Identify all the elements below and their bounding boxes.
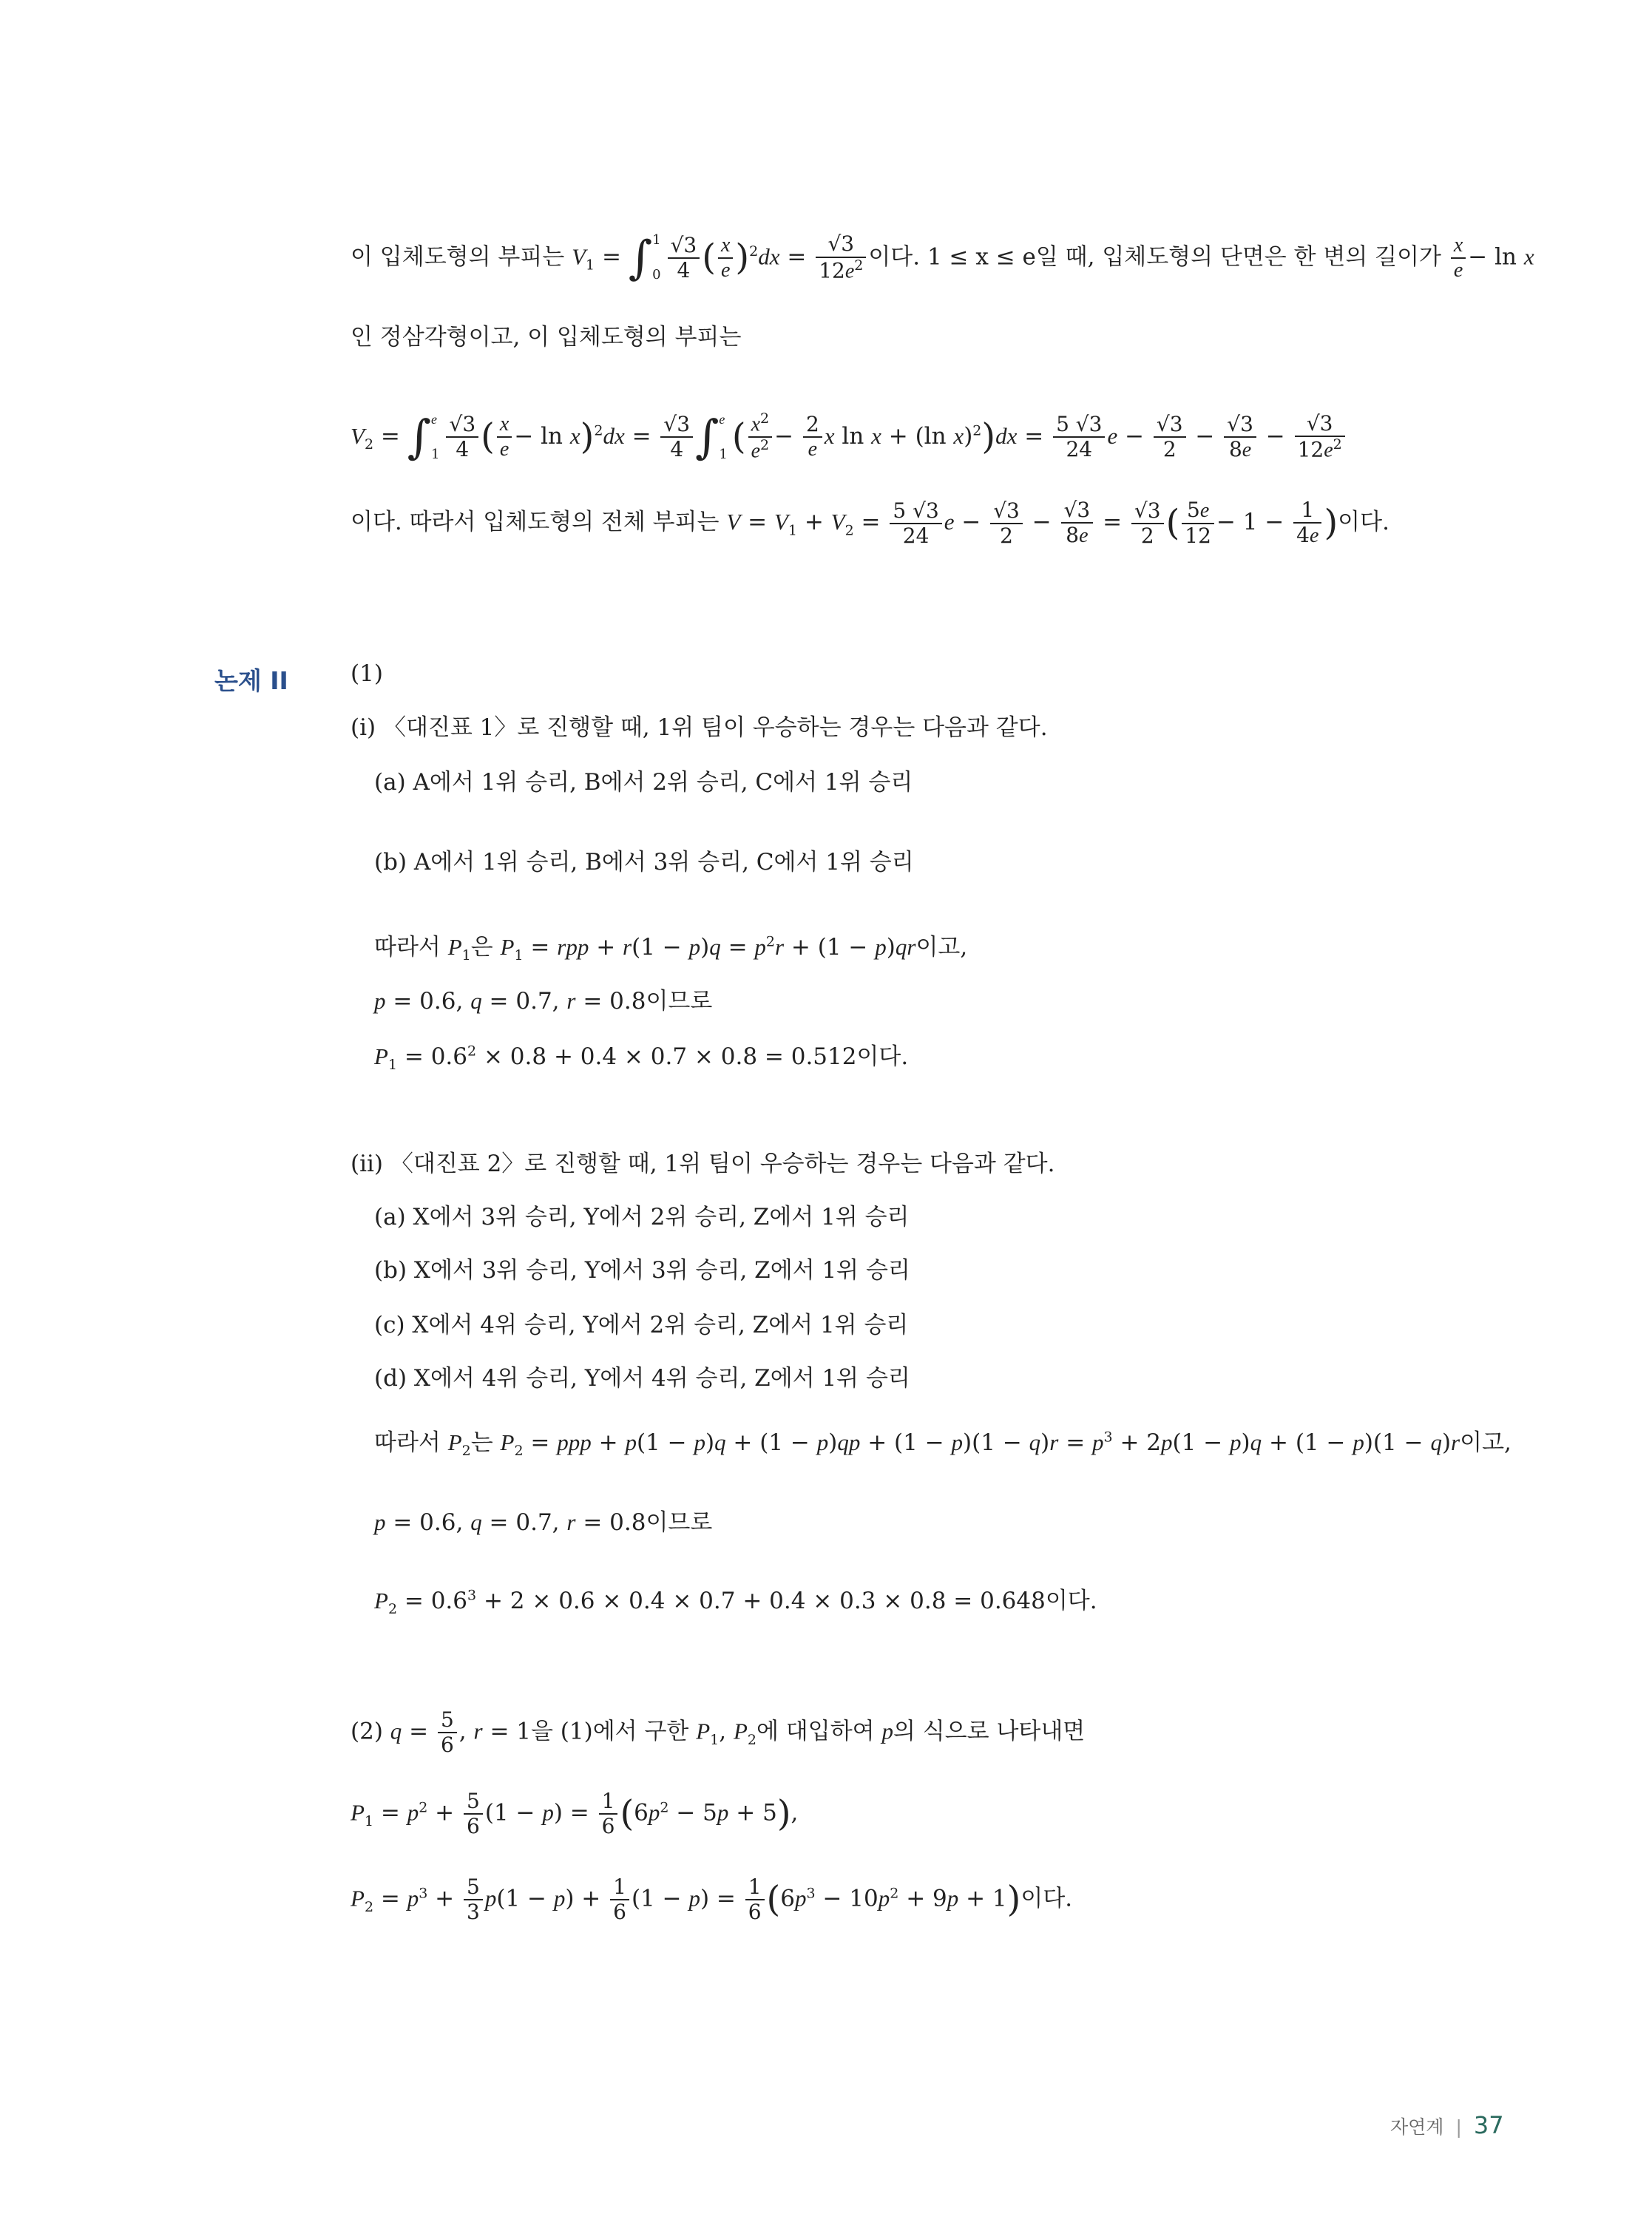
case-i-heading: (i) 〈대진표 1〉로 진행할 때, 1위 팀이 우승하는 경우는 다음과 같다.: [351, 714, 1048, 741]
footer-section: 자연계: [1390, 2116, 1444, 2138]
volume-v1-line: 이 입체도형의 부피는 $V_1 = \int 1$ 0 $\frac{√3}{4}$ ( $\frac{x}{e}$ )$^2$dx = $\frac{√3}{12e^2}$ 이다. 1 ≤ x ≤ e일 때, 입체도형의 단면은 한 변의 길이가 $\frac{x}{e}$ − ln x: [351, 230, 1534, 285]
p1-formula-line: 따라서 $P_1$은 $P_1$ = rpp + $r(1 - p)q = p^2r + (1 - p)qr$이고,: [374, 933, 968, 964]
volume-v2-equation: $V_2 = \int e$ 1 $\frac{√3}{4}$ ( $\frac{x}{e}$ − ln x)$^2$dx = $\frac{√3}{4}$ ∫e 1 ( $\frac{x^2}{e^2}$ − $\frac{2}{e}$ x ln x + (ln x)$^2$)dx = $\frac{5 √3}{24}$ e − $\frac{√3}{2}$ − $\frac{√3}{8e}$ − $\frac{√3}{12e^2}$: [351, 402, 1347, 473]
page-number: 37: [1473, 2111, 1504, 2139]
part2-p2-equation: $P_2 = p^3$ + $\frac{5}{3}$ p(1 − p) + $\frac{1}{6}$ (1 − p) = $\frac{1}{6}$ $(6p^3 - 10p^2 + 9p + 1)$이다.: [351, 1875, 1073, 1925]
case-i-b: (b) A에서 1위 승리, B에서 3위 승리, C에서 1위 승리: [374, 849, 914, 876]
case-ii-a: (a) X에서 3위 승리, Y에서 2위 승리, Z에서 1위 승리: [374, 1204, 910, 1230]
part1-number: (1): [351, 660, 383, 687]
p2-values-line: p = 0.6, q = 0.7, r = 0.8이므로: [374, 1509, 713, 1536]
p2-formula-line: 따라서 $P_2$는 $P_2$ = ppp + $p(1 - p)q + (1 - p)qp + (1 - p)(1 - q)r = p^3 + 2p(1 - p)q + (1 - p)(1 - q)r$이고,: [374, 1429, 1511, 1460]
case-ii-c: (c) X에서 4위 승리, Y에서 2위 승리, Z에서 1위 승리: [374, 1312, 909, 1338]
p2-result-line: $P_2 = 0.6^3 + 2 \times 0.6 \times 0.4 \times 0.7 + 0.4 \times 0.3 \times 0.8 = 0.648$이다.: [374, 1587, 1097, 1618]
case-ii-d: (d) X에서 4위 승리, Y에서 4위 승리, Z에서 1위 승리: [374, 1365, 910, 1392]
case-ii-b: (b) X에서 3위 승리, Y에서 3위 승리, Z에서 1위 승리: [374, 1257, 910, 1284]
case-i-a: (a) A에서 1위 승리, B에서 2위 승리, C에서 1위 승리: [374, 769, 913, 796]
footer-separator: |: [1455, 2116, 1462, 2138]
total-volume-line: 이다. 따라서 입체도형의 전체 부피는 $V = V_1 + V_2$ = $\frac{5 √3}{24}$ e − $\frac{√3}{2}$ − $\frac{√3}{8e}$ = $\frac{√3}{2}$ ( $\frac{5e}{12}$ − 1 − $\frac{1}{4e}$ )이다.: [351, 498, 1389, 549]
part2-intro-line: (2) q = $\frac{5}{6}$ , r = 1을 (1)에서 구한 $P_1$, $P_2$에 대입하여 p의 식으로 나타내면: [351, 1707, 1086, 1758]
p1-values-line: p = 0.6, q = 0.7, r = 0.8이므로: [374, 988, 713, 1015]
page-footer: [1390, 2111, 1504, 2139]
problem-label: 논제 II: [214, 666, 288, 695]
case-ii-heading: (ii) 〈대진표 2〉로 진행할 때, 1위 팀이 우승하는 경우는 다음과 같다.: [351, 1151, 1055, 1177]
p1-result-line: $P_1 = 0.6^2 \times 0.8 + 0.4 \times 0.7 \times 0.8 = 0.512$이다.: [374, 1043, 909, 1074]
cross-section-line: 인 정삼각형이고, 이 입체도형의 부피는: [351, 324, 742, 351]
part2-p1-equation: $P_1 = p^2$ + $\frac{5}{6}$ (1 − p) = $\frac{1}{6}$ $(6p^2 - 5p + 5)$,: [351, 1789, 799, 1839]
